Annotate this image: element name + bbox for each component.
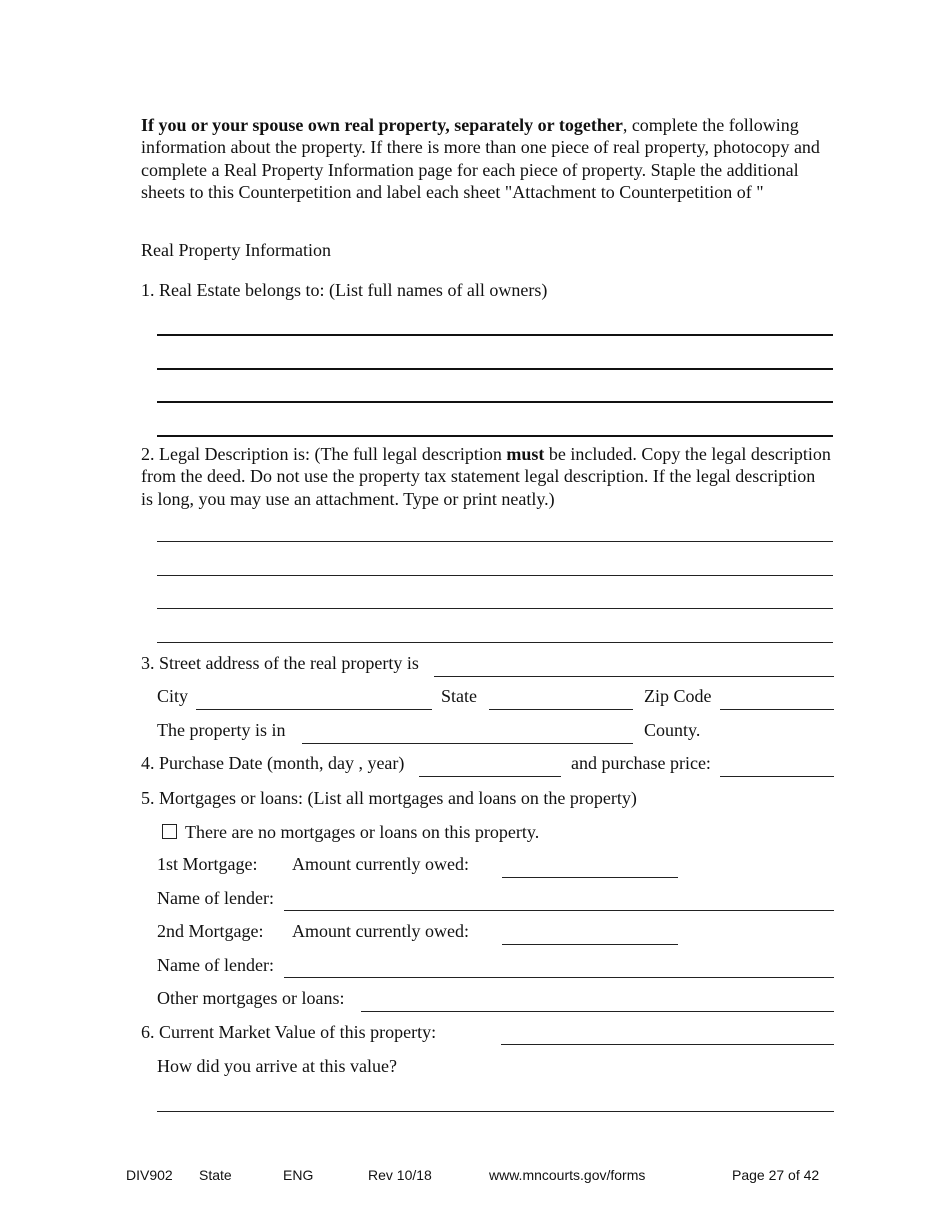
county-suffix-label: County. [644,720,701,740]
owners-line-2[interactable] [157,368,833,370]
purchase-date-field[interactable] [419,776,561,777]
second-amount-owed-field[interactable] [502,944,678,945]
zip-label: Zip Code [644,686,712,706]
second-lender-label: Name of lender: [157,955,274,975]
q3-label: 3. Street address of the real property is [141,653,419,673]
first-mortgage-label: 1st Mortgage: [157,854,258,874]
section-title: Real Property Information [141,240,331,260]
street-address-field[interactable] [434,676,834,677]
legal-description-line-1[interactable] [157,541,833,542]
second-amount-owed-label: Amount currently owed: [292,921,469,941]
q5-label: 5. Mortgages or loans: (List all mortgages and loans on the property) [141,788,637,808]
city-label: City [157,686,189,706]
footer-language: ENG [283,1167,314,1183]
value-method-field[interactable] [157,1111,834,1112]
footer-form-id: DIV902 [126,1167,173,1183]
purchase-price-field[interactable] [720,776,834,777]
intro-bold-lead: If you or your spouse own real property, separately or together [141,115,623,135]
q1-label: 1. Real Estate belongs to: (List full names of all owners) [141,280,548,300]
q2-part1: 2. Legal Description is: (The full legal description [141,444,507,464]
first-lender-field[interactable] [284,910,834,911]
purchase-date-label: 4. Purchase Date (month, day , year) [141,753,405,773]
county-field[interactable] [302,743,633,744]
owners-line-3[interactable] [157,401,833,403]
intro-paragraph [141,114,831,203]
market-value-field[interactable] [501,1044,834,1045]
state-label: State [441,686,477,706]
legal-description-line-2[interactable] [157,575,833,576]
footer-state: State [199,1167,232,1183]
legal-description-line-4[interactable] [157,642,833,643]
market-value-label: 6. Current Market Value of this property: [141,1022,437,1042]
no-mortgage-checkbox[interactable] [162,824,177,839]
no-mortgage-label: There are no mortgages or loans on this property. [185,822,540,842]
second-mortgage-label: 2nd Mortgage: [157,921,264,941]
footer-revision: Rev 10/18 [368,1167,432,1183]
first-amount-owed-field[interactable] [502,877,678,878]
zip-field[interactable] [720,709,834,710]
intro-rest: , complete the following information about the property. If there is more than one piece of real property, photocopy and complete a Real Property Information page for each piece of property. Staple the additional sheets to this Counterpetition and label each sheet "Attachment to Counterpetition of " [141,115,820,202]
first-lender-label: Name of lender: [157,888,274,908]
q2-paragraph [141,443,831,510]
footer-page-number: Page 27 of 42 [732,1167,820,1183]
second-lender-field[interactable] [284,977,834,978]
first-amount-owed-label: Amount currently owed: [292,854,469,874]
q2-part2: be included. Copy the legal description from the deed. Do not use the property tax statement legal description. If the legal description is long, you may use an attachment. Type or print neatly.) [141,444,831,509]
footer-url[interactable]: www.mncourts.gov/forms [489,1167,646,1183]
other-mortgages-field[interactable] [361,1011,834,1012]
city-field[interactable] [196,709,432,710]
legal-description-line-3[interactable] [157,608,833,609]
county-prefix-label: The property is in [157,720,286,740]
owners-line-1[interactable] [157,334,833,336]
other-mortgages-label: Other mortgages or loans: [157,988,345,1008]
value-method-label: How did you arrive at this value? [157,1056,397,1076]
state-field[interactable] [489,709,633,710]
owners-line-4[interactable] [157,435,833,437]
purchase-price-label: and purchase price: [571,753,711,773]
q2-bold-must: must [506,444,545,464]
